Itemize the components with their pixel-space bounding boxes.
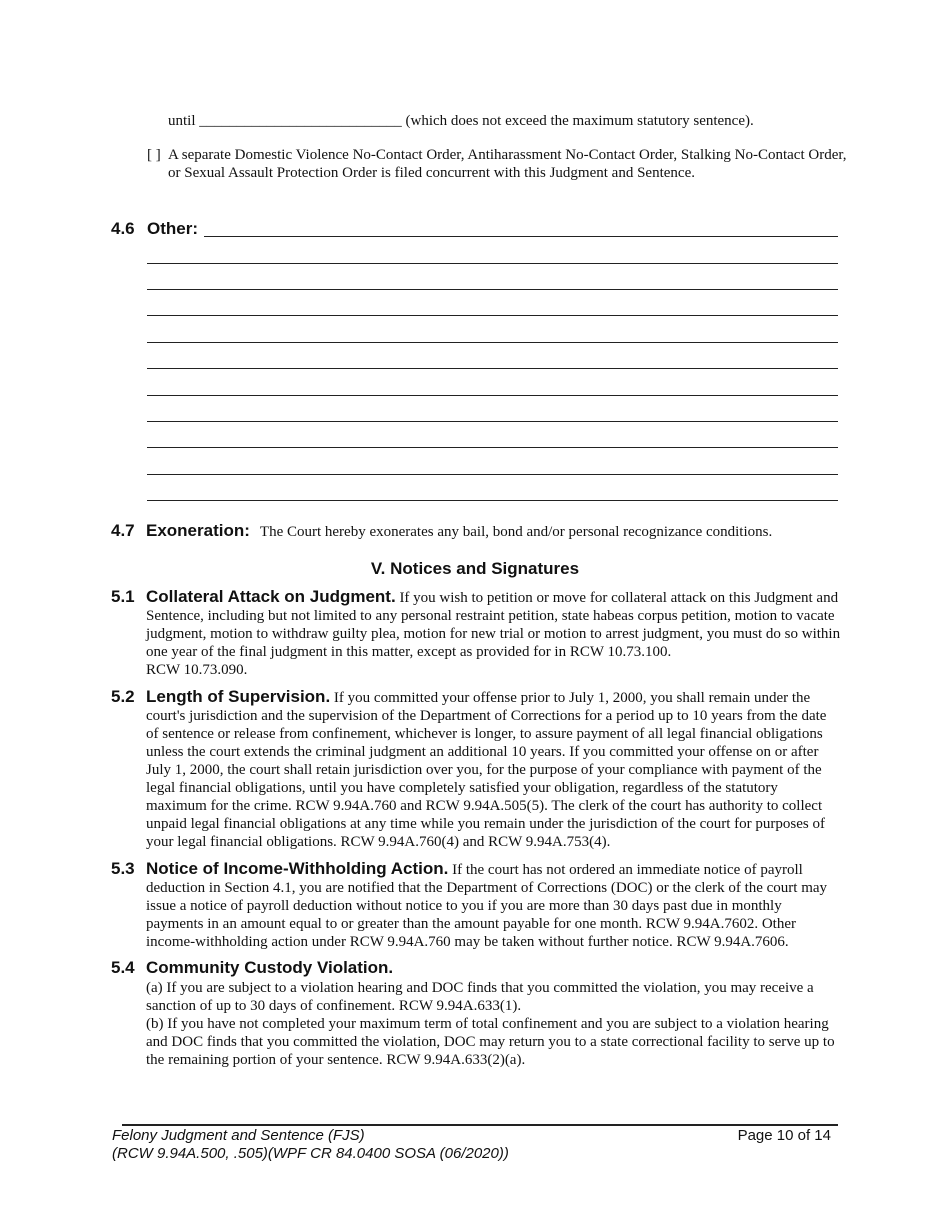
footer-rule bbox=[122, 1124, 838, 1126]
footer-page-number: Page 10 of 14 bbox=[737, 1127, 831, 1144]
separate-order-text: A separate Domestic Violence No-Contact Order, Antiharassment No-Contact Order, Stalking No-Contact Order, or Sexual Assault Protection Order is filed concurrent with this Judgment and Sentence. bbox=[168, 147, 847, 181]
section-5-4-b: (b) If you have not completed your maximum term of total confinement and you are subject to a violation hearing and DOC finds that you committed the violation, DOC may return you to a state correctional facility to serve up to the remaining portion of your sentence. RCW 9.94A.633(2)(a). bbox=[146, 1016, 835, 1068]
other-line[interactable] bbox=[147, 289, 838, 290]
section-5-4-title: Community Custody Violation. bbox=[146, 958, 394, 977]
other-line-1[interactable] bbox=[204, 236, 838, 237]
section-5-2 bbox=[146, 688, 841, 851]
section-5-1 bbox=[146, 588, 841, 679]
section-4-7-text: The Court hereby exonerates any bail, bond and/or personal recognizance conditions. bbox=[259, 524, 773, 540]
footer-form-title: Felony Judgment and Sentence (FJS) bbox=[112, 1127, 365, 1144]
until-prefix: until bbox=[168, 113, 196, 129]
section-5-1-text: If you wish to petition or move for collateral attack on this Judgment and Sentence, including but not limited to any personal restraint petition, state habeas corpus petition, motion to vacate judgment, motion to withdraw guilty plea, motion for new trial or motion to arrest judgment, you must do so within one year of the final judgment in this matter, except as provided for in RCW 10.73.100. bbox=[146, 590, 841, 660]
separate-order-item bbox=[147, 146, 847, 182]
section-4-6-title: Other: bbox=[147, 219, 198, 238]
other-line[interactable] bbox=[147, 500, 838, 501]
until-blank[interactable]: ___________________________ bbox=[199, 113, 402, 129]
section-5-3 bbox=[146, 860, 841, 951]
section-5-1-cite: RCW 10.73.090. bbox=[146, 662, 248, 678]
section-5-3-text: If the court has not ordered an immediate notice of payroll deduction in Section 4.1, you are notified that the Department of Corrections (DOC) or the clerk of the court may issue a notice of payroll deduction without notice to you if you are more than 30 days past due in monthly payments in an amount equal to or greater than the amount payable for one month. RCW 9.94A.7602. Other income-withholding action under RCW 9.94A.760 may be taken without further notice. RCW 9.94A.7606. bbox=[146, 862, 828, 950]
section-5-1-title: Collateral Attack on Judgment. bbox=[146, 587, 396, 606]
section-5-2-number: 5.2 bbox=[111, 687, 135, 706]
other-line[interactable] bbox=[147, 315, 838, 316]
section-5-4-number: 5.4 bbox=[111, 958, 135, 977]
section-5-1-number: 5.1 bbox=[111, 587, 135, 606]
section-5-2-title: Length of Supervision. bbox=[146, 687, 331, 706]
footer-left bbox=[112, 1127, 509, 1163]
footer-form-citation: (RCW 9.94A.500, .505)(WPF CR 84.0400 SOSA (06/2020)) bbox=[112, 1145, 509, 1162]
section-5-2-text: If you committed your offense prior to July 1, 2000, you shall remain under the court's jurisdiction and the supervision of the Department of Corrections for a period up to 10 years from the date of sentence or release from confinement, whichever is longer, to assure payment of all legal financial obligations unless the court extends the criminal judgment an additional 10 years. If you committed your offense on or after July 1, 2000, the court shall retain jurisdiction over you, for the purpose of your compliance with payment of the legal financial obligations, until you have completely satisfied your obligation, regardless of the statutory maximum for the crime. RCW 9.94A.760 and RCW 9.94A.505(5). The clerk of the court has authority to collect unpaid legal financial obligations at any time while you remain under the jurisdiction of the court for purposes of your legal financial obligations. RCW 9.94A.760(4) and RCW 9.94A.753(4). bbox=[146, 690, 827, 850]
until-line bbox=[168, 112, 754, 130]
section-5-title: V. Notices and Signatures bbox=[370, 559, 580, 578]
other-line[interactable] bbox=[147, 421, 838, 422]
section-4-6-number: 4.6 bbox=[111, 219, 135, 238]
other-line[interactable] bbox=[147, 474, 838, 475]
other-line[interactable] bbox=[147, 395, 838, 396]
section-5-4-a: (a) If you are subject to a violation hearing and DOC finds that you committed the violation, you may receive a sanction of up to 30 days of confinement. RCW 9.94A.633(1). bbox=[146, 980, 814, 1014]
other-line[interactable] bbox=[147, 342, 838, 343]
section-4-7-title: Exoneration: bbox=[146, 521, 250, 540]
section-5-3-title: Notice of Income-Withholding Action. bbox=[146, 859, 449, 878]
separate-order-checkbox[interactable]: [ ] bbox=[147, 147, 161, 163]
section-4-7-number: 4.7 bbox=[111, 521, 135, 540]
other-line[interactable] bbox=[147, 263, 838, 264]
section-5-4-body bbox=[146, 979, 841, 1069]
section-4-7 bbox=[146, 521, 846, 541]
section-5-3-number: 5.3 bbox=[111, 859, 135, 878]
other-line[interactable] bbox=[147, 447, 838, 448]
until-suffix: (which does not exceed the maximum statutory sentence). bbox=[405, 113, 754, 129]
other-line[interactable] bbox=[147, 368, 838, 369]
